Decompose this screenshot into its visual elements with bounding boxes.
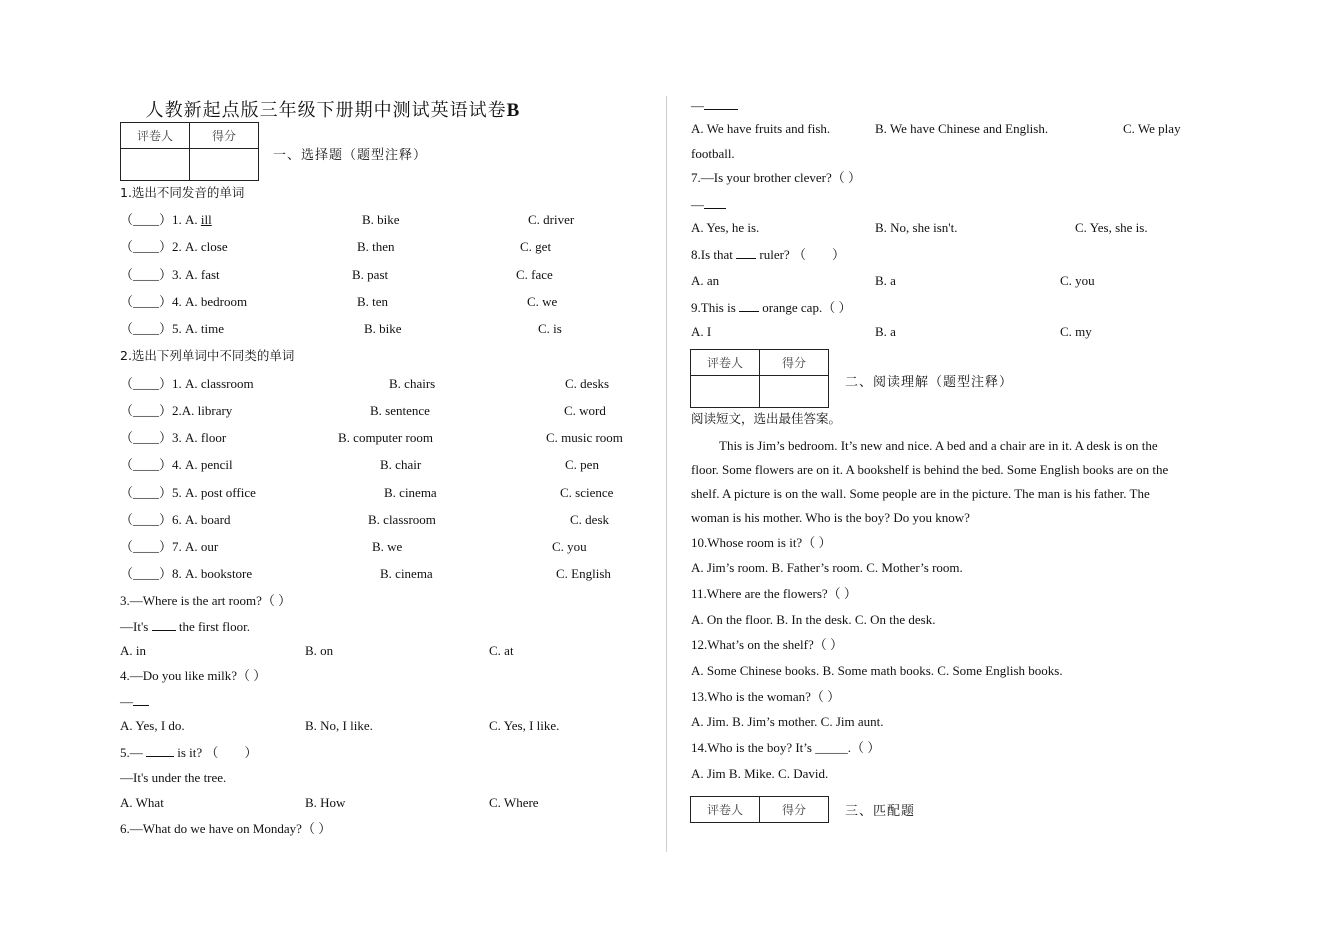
q9-blank[interactable]: [739, 299, 759, 312]
grader-label: 评卷人: [121, 123, 190, 149]
score-cell[interactable]: [760, 376, 829, 408]
score-label: 得分: [760, 350, 829, 376]
passage-line: shelf. A picture is on the wall. Some people are in the picture. The man is his father. The: [691, 486, 1150, 501]
q3-question: 3.—Where is the art room?（ ）: [120, 593, 292, 608]
q2-option-a[interactable]: （____）6. A. board: [120, 512, 231, 527]
q2-option-c[interactable]: C. you: [552, 539, 587, 554]
score-box-1: [120, 122, 259, 181]
q9-option-a[interactable]: A. I: [691, 324, 712, 339]
grader-label: 评卷人: [691, 350, 760, 376]
q1-option-c[interactable]: C. is: [538, 321, 562, 336]
score-label: 得分: [760, 797, 829, 823]
reading-question: 12.What’s on the shelf?（ ）: [691, 637, 843, 652]
q6-option-c[interactable]: C. We play: [1123, 121, 1181, 136]
q1-heading: 1.选出不同发音的单词: [120, 185, 245, 200]
q9-option-c[interactable]: C. my: [1060, 324, 1092, 339]
q4-reply: —: [120, 693, 149, 710]
reading-options[interactable]: A. Jim’s room. B. Father’s room. C. Mother’s room.: [691, 560, 963, 575]
q2-option-c[interactable]: C. science: [560, 485, 614, 500]
q4-blank[interactable]: [133, 693, 149, 706]
reading-question: 10.Whose room is it?（ ）: [691, 535, 832, 550]
q2-option-c[interactable]: C. desk: [570, 512, 609, 527]
q1-option-c[interactable]: C. face: [516, 267, 553, 282]
q2-option-c[interactable]: C. desks: [565, 376, 610, 391]
q2-option-b[interactable]: B. sentence: [370, 403, 430, 418]
q2-option-b[interactable]: B. chair: [380, 457, 422, 472]
q4-option-c[interactable]: C. Yes, I like.: [489, 718, 560, 733]
q2-option-b[interactable]: B. chairs: [389, 376, 436, 391]
q1-option-b[interactable]: B. bike: [362, 212, 400, 227]
q7-option-b[interactable]: B. No, she isn't.: [875, 220, 958, 235]
q6-blank[interactable]: [704, 97, 738, 110]
grader-cell[interactable]: [691, 376, 760, 408]
q2-option-b[interactable]: B. we: [372, 539, 403, 554]
q1-row[interactable]: （____）3. A. fast: [120, 267, 220, 282]
q7-option-a[interactable]: A. Yes, he is.: [691, 220, 760, 235]
q7-reply: —: [691, 196, 726, 213]
q3-blank[interactable]: [152, 618, 176, 631]
q2-option-c[interactable]: C. word: [564, 403, 606, 418]
reading-question: 13.Who is the woman?（ ）: [691, 689, 841, 704]
q2-option-a[interactable]: （____）5. A. post office: [120, 485, 256, 500]
q3-option-a[interactable]: A. in: [120, 643, 146, 658]
q2-option-b[interactable]: B. cinema: [384, 485, 437, 500]
q1-option-b[interactable]: B. past: [352, 267, 389, 282]
q6-option-a[interactable]: A. We have fruits and fish.: [691, 121, 831, 136]
q4-question: 4.—Do you like milk?（ ）: [120, 668, 267, 683]
score-box-2: [690, 349, 829, 408]
q1-option-b[interactable]: B. then: [357, 239, 395, 254]
q5-option-b[interactable]: B. How: [305, 795, 346, 810]
q2-option-a[interactable]: （____）2.A. library: [120, 403, 233, 418]
score-label: 得分: [190, 123, 259, 149]
q9-question: 9.This is orange cap.（ ）: [691, 300, 852, 315]
q5-option-c[interactable]: C. Where: [489, 795, 539, 810]
q1-option-c[interactable]: C. get: [520, 239, 552, 254]
section-1-heading: 一、选择题（题型注释）: [273, 148, 428, 163]
q4-option-a[interactable]: A. Yes, I do.: [120, 718, 185, 733]
q8-option-b[interactable]: B. a: [875, 273, 896, 288]
q1-option-b[interactable]: B. bike: [364, 321, 402, 336]
q6-option-b[interactable]: B. We have Chinese and English.: [875, 121, 1049, 136]
q8-question: 8.Is that ruler? （ ）: [691, 247, 845, 262]
reading-options[interactable]: A. Jim B. Mike. C. David.: [691, 766, 829, 781]
q5-question: 5.— is it? （ ）: [120, 745, 258, 760]
q1-option-b[interactable]: B. ten: [357, 294, 389, 309]
score-cell[interactable]: [190, 149, 259, 181]
q2-option-a[interactable]: （____）4. A. pencil: [120, 457, 233, 472]
q2-option-c[interactable]: C. music room: [546, 430, 623, 445]
page-title: 人教新起点版三年级下册期中测试英语试卷B: [145, 100, 521, 121]
q3-option-c[interactable]: C. at: [489, 643, 514, 658]
passage-line: This is Jim’s bedroom. It’s new and nice. A bed and a chair are in it. A desk is on the: [719, 438, 1158, 453]
column-divider: [666, 96, 667, 852]
q3-option-b[interactable]: B. on: [305, 643, 334, 658]
q2-option-a[interactable]: （____）3. A. floor: [120, 430, 227, 445]
q5-blank[interactable]: [146, 744, 174, 757]
q7-option-c[interactable]: C. Yes, she is.: [1075, 220, 1148, 235]
q1-option-c[interactable]: C. we: [527, 294, 558, 309]
q2-heading: 2.选出下列单词中不同类的单词: [120, 348, 295, 363]
q2-option-b[interactable]: B. classroom: [368, 512, 436, 527]
q6-reply: —: [691, 97, 738, 114]
grader-cell[interactable]: [121, 149, 190, 181]
section-2-heading: 二、阅读理解（题型注释）: [845, 375, 1014, 390]
q2-option-b[interactable]: B. cinema: [380, 566, 433, 581]
reading-options[interactable]: A. On the floor. B. In the desk. C. On the desk.: [691, 612, 936, 627]
q7-blank[interactable]: [704, 196, 726, 209]
q9-option-b[interactable]: B. a: [875, 324, 896, 339]
passage-line: woman is his mother. Who is the boy? Do you know?: [691, 510, 970, 525]
q2-option-a[interactable]: （____）7. A. our: [120, 539, 219, 554]
q1-row[interactable]: （____）5. A. time: [120, 321, 224, 336]
q1-row[interactable]: （____）4. A. bedroom: [120, 294, 248, 309]
reading-question: 14.Who is the boy? It’s _____.（ ）: [691, 740, 881, 755]
q2-option-c[interactable]: C. pen: [565, 457, 599, 472]
reading-question: 11.Where are the flowers?（ ）: [691, 586, 857, 601]
q2-option-a[interactable]: （____）1. A. classroom: [120, 376, 254, 391]
q1-row[interactable]: （____）2. A. close: [120, 239, 228, 254]
q6-question: 6.—What do we have on Monday?（ ）: [120, 821, 332, 836]
q6-option-c-continued: football.: [691, 146, 735, 161]
score-box-3: [690, 796, 829, 823]
reading-options[interactable]: A. Some Chinese books. B. Some math books. C. Some English books.: [691, 663, 1063, 678]
q1-row[interactable]: （____）1. A. ill: [120, 212, 212, 227]
q5-reply: —It's under the tree.: [120, 770, 227, 785]
q2-option-c[interactable]: C. English: [556, 566, 611, 581]
q8-blank[interactable]: [736, 246, 756, 259]
reading-instruction: 阅读短文，选出最佳答案。: [691, 411, 842, 426]
q3-reply: —It's the first floor.: [120, 619, 250, 634]
reading-options[interactable]: A. Jim. B. Jim’s mother. C. Jim aunt.: [691, 714, 884, 729]
q2-option-b[interactable]: B. computer room: [338, 430, 433, 445]
q2-option-a[interactable]: （____）8. A. bookstore: [120, 566, 253, 581]
passage-line: floor. Some flowers are on it. A bookshelf is behind the bed. Some English books are on the: [691, 462, 1169, 477]
q7-question: 7.—Is your brother clever?（ ）: [691, 170, 862, 185]
section-3-heading: 三、匹配题: [845, 804, 916, 819]
grader-label: 评卷人: [691, 797, 760, 823]
q4-option-b[interactable]: B. No, I like.: [305, 718, 373, 733]
q8-option-c[interactable]: C. you: [1060, 273, 1095, 288]
q8-option-a[interactable]: A. an: [691, 273, 720, 288]
q1-option-c[interactable]: C. driver: [528, 212, 575, 227]
q5-option-a[interactable]: A. What: [120, 795, 164, 810]
